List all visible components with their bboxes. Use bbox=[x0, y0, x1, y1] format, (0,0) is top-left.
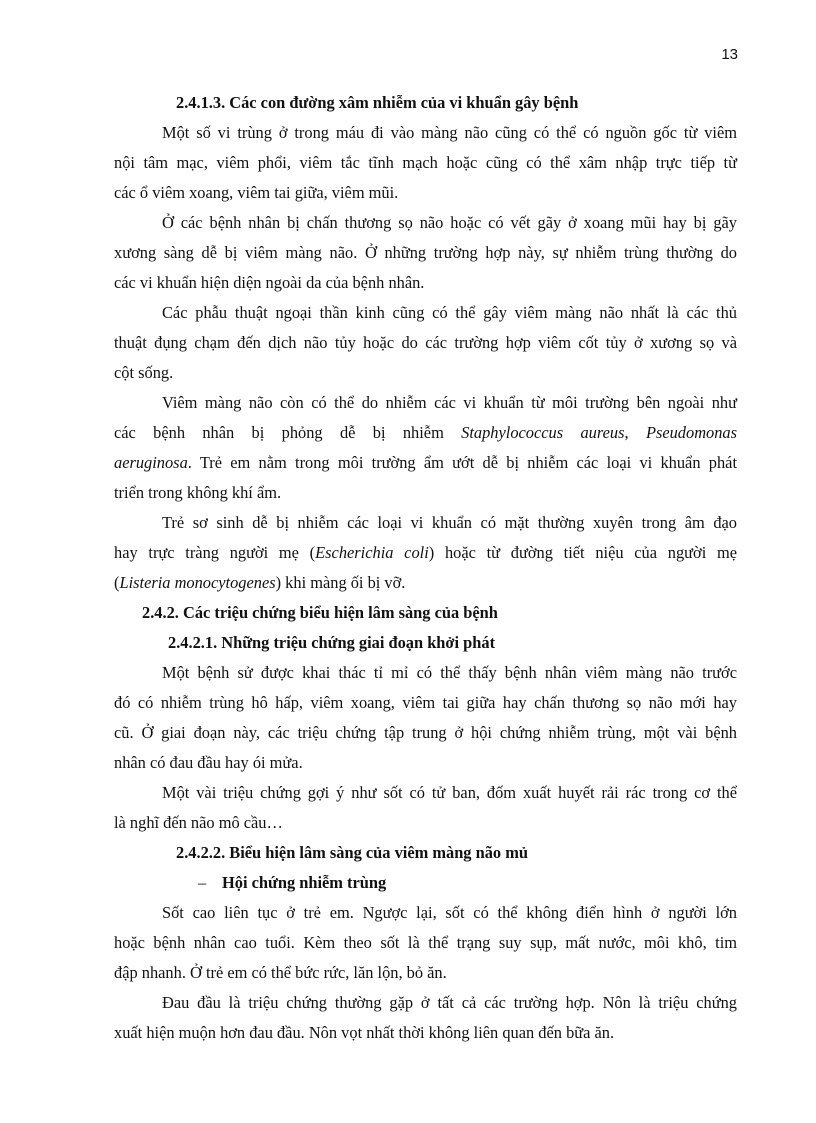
paragraph-line: Một vài triệu chứng gợi ý như sốt có tử ban, đốm xuất huyết rải rác trong cơ thể bbox=[162, 783, 737, 802]
bullet-heading: Hội chứng nhiễm trùng bbox=[222, 873, 387, 892]
paragraph-line: đập nhanh. Ở trẻ em có thể bức rức, lăn lộn, bỏ ăn. bbox=[114, 963, 447, 982]
paragraph-line: hoặc bệnh nhân cao tuổi. Kèm theo sốt là thể trạng suy sụp, mất nước, môi khô, tim bbox=[114, 933, 737, 952]
paragraph-line: Trẻ sơ sinh dễ bị nhiễm các loại vi khuẩn có mặt thường xuyên trong âm đạo bbox=[162, 513, 737, 532]
text-run: ) hoặc từ đường tiết niệu của người mẹ bbox=[428, 543, 738, 562]
paragraph-line bbox=[114, 418, 737, 448]
page-number: 13 bbox=[721, 46, 738, 63]
paragraph-line: Ở các bệnh nhân bị chấn thương sọ não hoặc có vết gãy ở xoang mũi hay bị gãy bbox=[162, 213, 737, 232]
paragraph-line bbox=[114, 448, 737, 478]
paragraph-line: đó có nhiễm trùng hô hấp, viêm xoang, viêm tai giữa hay chấn thương sọ não mới hay bbox=[114, 693, 737, 712]
species-name: Pseudomonas bbox=[645, 423, 737, 442]
paragraph-line: xương sàng dễ bị viêm màng não. Ở những trường hợp này, sự nhiễm trùng thường do bbox=[114, 243, 737, 262]
paragraph-line: nhân có đau đầu hay ói mửa. bbox=[114, 753, 303, 772]
paragraph-line: là nghĩ đến não mô cầu… bbox=[114, 813, 283, 832]
paragraph-line: Một số vi trùng ở trong máu đi vào màng não cũng có thể có nguồn gốc từ viêm bbox=[162, 123, 737, 142]
text-run: hay trực tràng người mẹ ( bbox=[114, 543, 316, 562]
paragraph-line: xuất hiện muộn hơn đau đầu. Nôn vọt nhất thời không liên quan đến bữa ăn. bbox=[114, 1023, 615, 1042]
paragraph-line: cột sống. bbox=[114, 363, 174, 382]
paragraph-line: Viêm màng não còn có thể do nhiễm các vi khuẩn từ môi trường bên ngoài như bbox=[162, 393, 737, 412]
species-name: Escherichia coli bbox=[315, 543, 429, 562]
section-heading-2-4-2-1: 2.4.2.1. Những triệu chứng giai đoạn khởi phát bbox=[168, 633, 496, 652]
paragraph-line: Một bệnh sử được khai thác tỉ mỉ có thể thấy bệnh nhân viêm màng não trước bbox=[162, 663, 737, 682]
paragraph-line: nội tâm mạc, viêm phổi, viêm tắc tĩnh mạch hoặc cũng có thể xâm nhập trực tiếp từ bbox=[114, 153, 737, 172]
section-heading-2-4-2-2: 2.4.2.2. Biểu hiện lâm sàng của viêm màng não mủ bbox=[176, 843, 528, 862]
text-run: các bệnh nhân bị phỏng dễ bị nhiễm bbox=[114, 423, 444, 442]
paragraph-line: các ổ viêm xoang, viêm tai giữa, viêm mũi. bbox=[114, 183, 399, 202]
text-run: , bbox=[624, 423, 629, 442]
paragraph-line: cũ. Ở giai đoạn này, các triệu chứng tập trung ở hội chứng nhiễm trùng, một vài bệnh bbox=[114, 723, 737, 742]
paragraph-line: Đau đầu là triệu chứng thường gặp ở tất cả các trường hợp. Nôn là triệu chứng bbox=[162, 993, 737, 1012]
text-run: . Trẻ em nằm trong môi trường ẩm ướt dễ bị nhiễm các loại vi khuẩn phát bbox=[187, 453, 737, 472]
bullet-dash: – bbox=[198, 873, 207, 892]
text-run: ) khi màng ối bị vỡ. bbox=[275, 573, 406, 592]
section-heading-2-4-1-3: 2.4.1.3. Các con đường xâm nhiễm của vi khuẩn gây bệnh bbox=[176, 93, 579, 112]
paragraph-line: Sốt cao liên tục ở trẻ em. Ngược lại, sốt có thể không điển hình ở người lớn bbox=[162, 903, 737, 922]
paragraph-line: thuật đụng chạm đến dịch não tủy hoặc do các trường hợp viêm cốt tủy ở xương sọ và bbox=[114, 333, 737, 352]
section-heading-2-4-2: 2.4.2. Các triệu chứng biểu hiện lâm sàng của bệnh bbox=[142, 603, 498, 622]
paragraph-line: Các phẫu thuật ngoại thần kinh cũng có thể gây viêm màng não nhất là các thủ bbox=[162, 303, 737, 322]
species-name: Staphylococcus aureus bbox=[461, 423, 625, 442]
paragraph-line: triển trong không khí ẩm. bbox=[114, 483, 282, 502]
paragraph-line bbox=[114, 538, 737, 568]
species-name: aeruginosa bbox=[114, 453, 188, 472]
document-body bbox=[114, 88, 737, 1048]
text-run: ( bbox=[114, 573, 120, 592]
paragraph-line bbox=[114, 568, 405, 598]
paragraph-line: các vi khuẩn hiện diện ngoài da của bệnh nhân. bbox=[114, 273, 425, 292]
species-name: Listeria monocytogenes bbox=[119, 573, 276, 592]
